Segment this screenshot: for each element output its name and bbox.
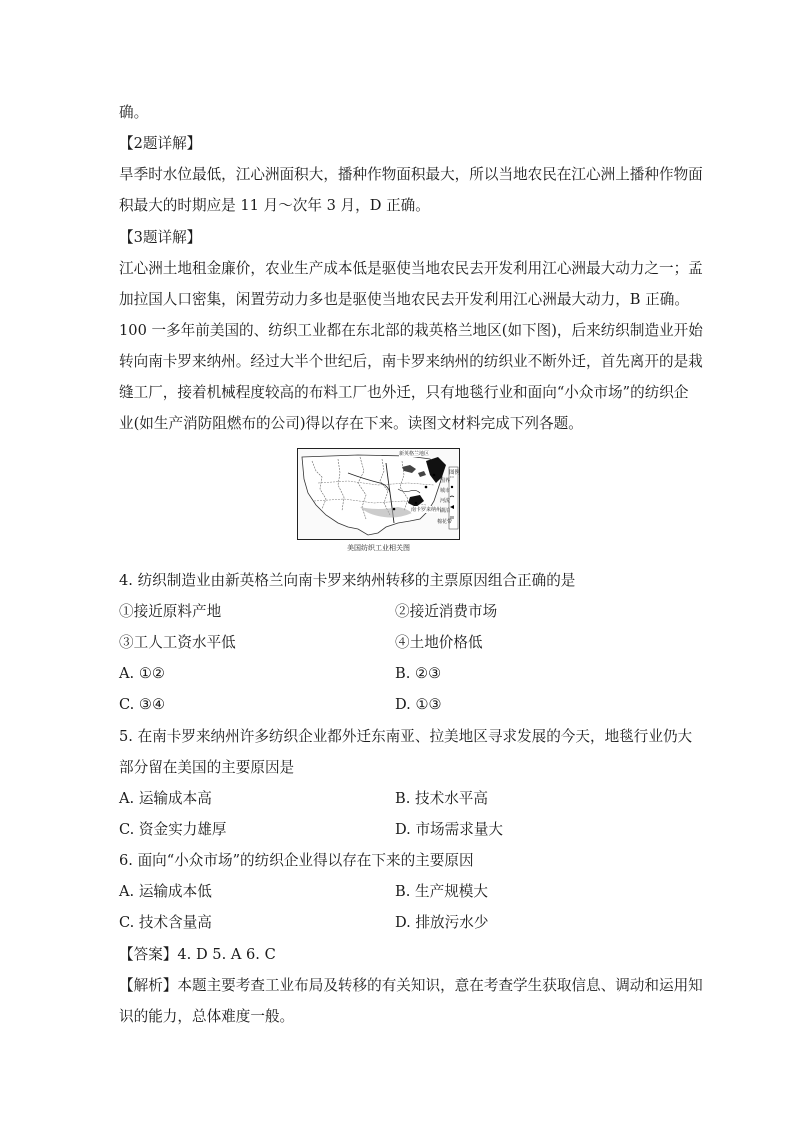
q4-option-d: D. ①③ <box>395 696 442 713</box>
q5-option-b: B. 技术水平高 <box>395 790 488 807</box>
us-textile-map-figure <box>297 448 460 560</box>
text-line: 江心洲土地租金廉价，农业生产成本低是驱使当地农民去开发利用江心洲最大动力之一；孟 <box>119 260 703 277</box>
question-5-stem-cont: 部分留在美国的主要原因是 <box>119 759 295 776</box>
legend-lake-label: 湖泊 <box>440 508 451 514</box>
q6-option-d: D. 排放污水少 <box>395 914 489 931</box>
analysis-line: 【解析】本题主要考查工业布局及转移的有关知识，意在考查学生获取信息、调动和运用知 <box>119 977 703 994</box>
question-4-stem: 4. 纺织制造业由新英格兰向南卡罗来纳州转移的主票原因组合正确的是 <box>119 572 576 589</box>
text-line: 100 一多年前美国的、纺织工业都在东北部的栽英格兰地区(如下图)，后来纺织制造业开始 <box>119 322 703 339</box>
q4-option-b: B. ②③ <box>395 665 442 682</box>
q4-statement-4: ④土地价格低 <box>395 634 483 651</box>
q6-option-c: C. 技术含量高 <box>119 914 212 931</box>
section-heading: 【2题详解】 <box>119 135 202 152</box>
city-marker <box>415 502 418 505</box>
legend-border-label: 国界 <box>440 478 451 484</box>
city-marker <box>393 508 396 511</box>
q4-statement-3: ③工人工资水平低 <box>119 634 236 651</box>
q4-statement-1: ①接近原料产地 <box>119 603 222 620</box>
q6-option-a: A. 运输成本低 <box>119 883 212 900</box>
city-legend-icon <box>451 486 453 488</box>
legend-cotton-label: 棉花带 <box>437 519 453 525</box>
text-line: 转向南卡罗来纳州。经过大半个世纪后，南卡罗来纳州的纺织业不断外迁，首先离开的是栽 <box>119 353 703 370</box>
section-heading: 【3题详解】 <box>119 229 202 246</box>
label-new-england: 新英格兰地区 <box>399 451 430 457</box>
map-caption: 美国纺织工业相关图 <box>347 544 410 552</box>
q4-statement-2: ②接近消费市场 <box>395 603 498 620</box>
legend-title: 图例 <box>449 470 461 476</box>
legend-river-label: 河流 <box>440 498 451 504</box>
city-marker <box>425 486 428 489</box>
city-marker <box>433 474 436 477</box>
q5-option-d: D. 市场需求量大 <box>395 821 504 838</box>
question-6-stem: 6. 面向“小众市场”的纺织企业得以存在下来的主要原因 <box>119 852 474 869</box>
q5-option-c: C. 资金实力雄厚 <box>119 821 227 838</box>
question-5-stem: 5. 在南卡罗来纳州许多纺织企业都外迁东南亚、拉美地区寻求发展的今天，地毯行业仍大 <box>119 728 693 745</box>
text-line: 积最大的时期应是 11 月～次年 3 月，D 正确。 <box>119 197 430 214</box>
text-line: 业(如生产消防阻燃布的公司)得以存在下来。读图文材料完成下列各题。 <box>119 415 583 432</box>
analysis-line-cont: 识的能力，总体难度一般。 <box>119 1008 295 1025</box>
us-outline <box>302 455 442 535</box>
label-south-carolina: 南卡罗来纳州 <box>411 507 442 513</box>
text-line: 旱季时水位最低，江心洲面积大，播种作物面积最大，所以当地农民在江心洲上播种作物面 <box>119 166 703 183</box>
text-line: 缝工厂，接着机械程度较高的布料工厂也外迁，只有地毯行业和面向“小众市场”的纺织企 <box>119 384 689 401</box>
legend-city-label: 城市 <box>440 488 451 494</box>
map-drawing <box>298 449 459 539</box>
q4-option-a: A. ①② <box>119 665 165 682</box>
q5-option-a: A. 运输成本高 <box>119 790 212 807</box>
text-line: 确。 <box>119 104 149 121</box>
text-line: 加拉国人口密集，闲置劳动力多也是驱使当地农民去开发利用江心洲最大动力，B 正确。 <box>119 291 689 308</box>
map-frame <box>297 448 460 540</box>
answer-line: 【答案】4. D 5. A 6. C <box>119 946 276 963</box>
q6-option-b: B. 生产规模大 <box>395 883 488 900</box>
q4-option-c: C. ③④ <box>119 696 166 713</box>
